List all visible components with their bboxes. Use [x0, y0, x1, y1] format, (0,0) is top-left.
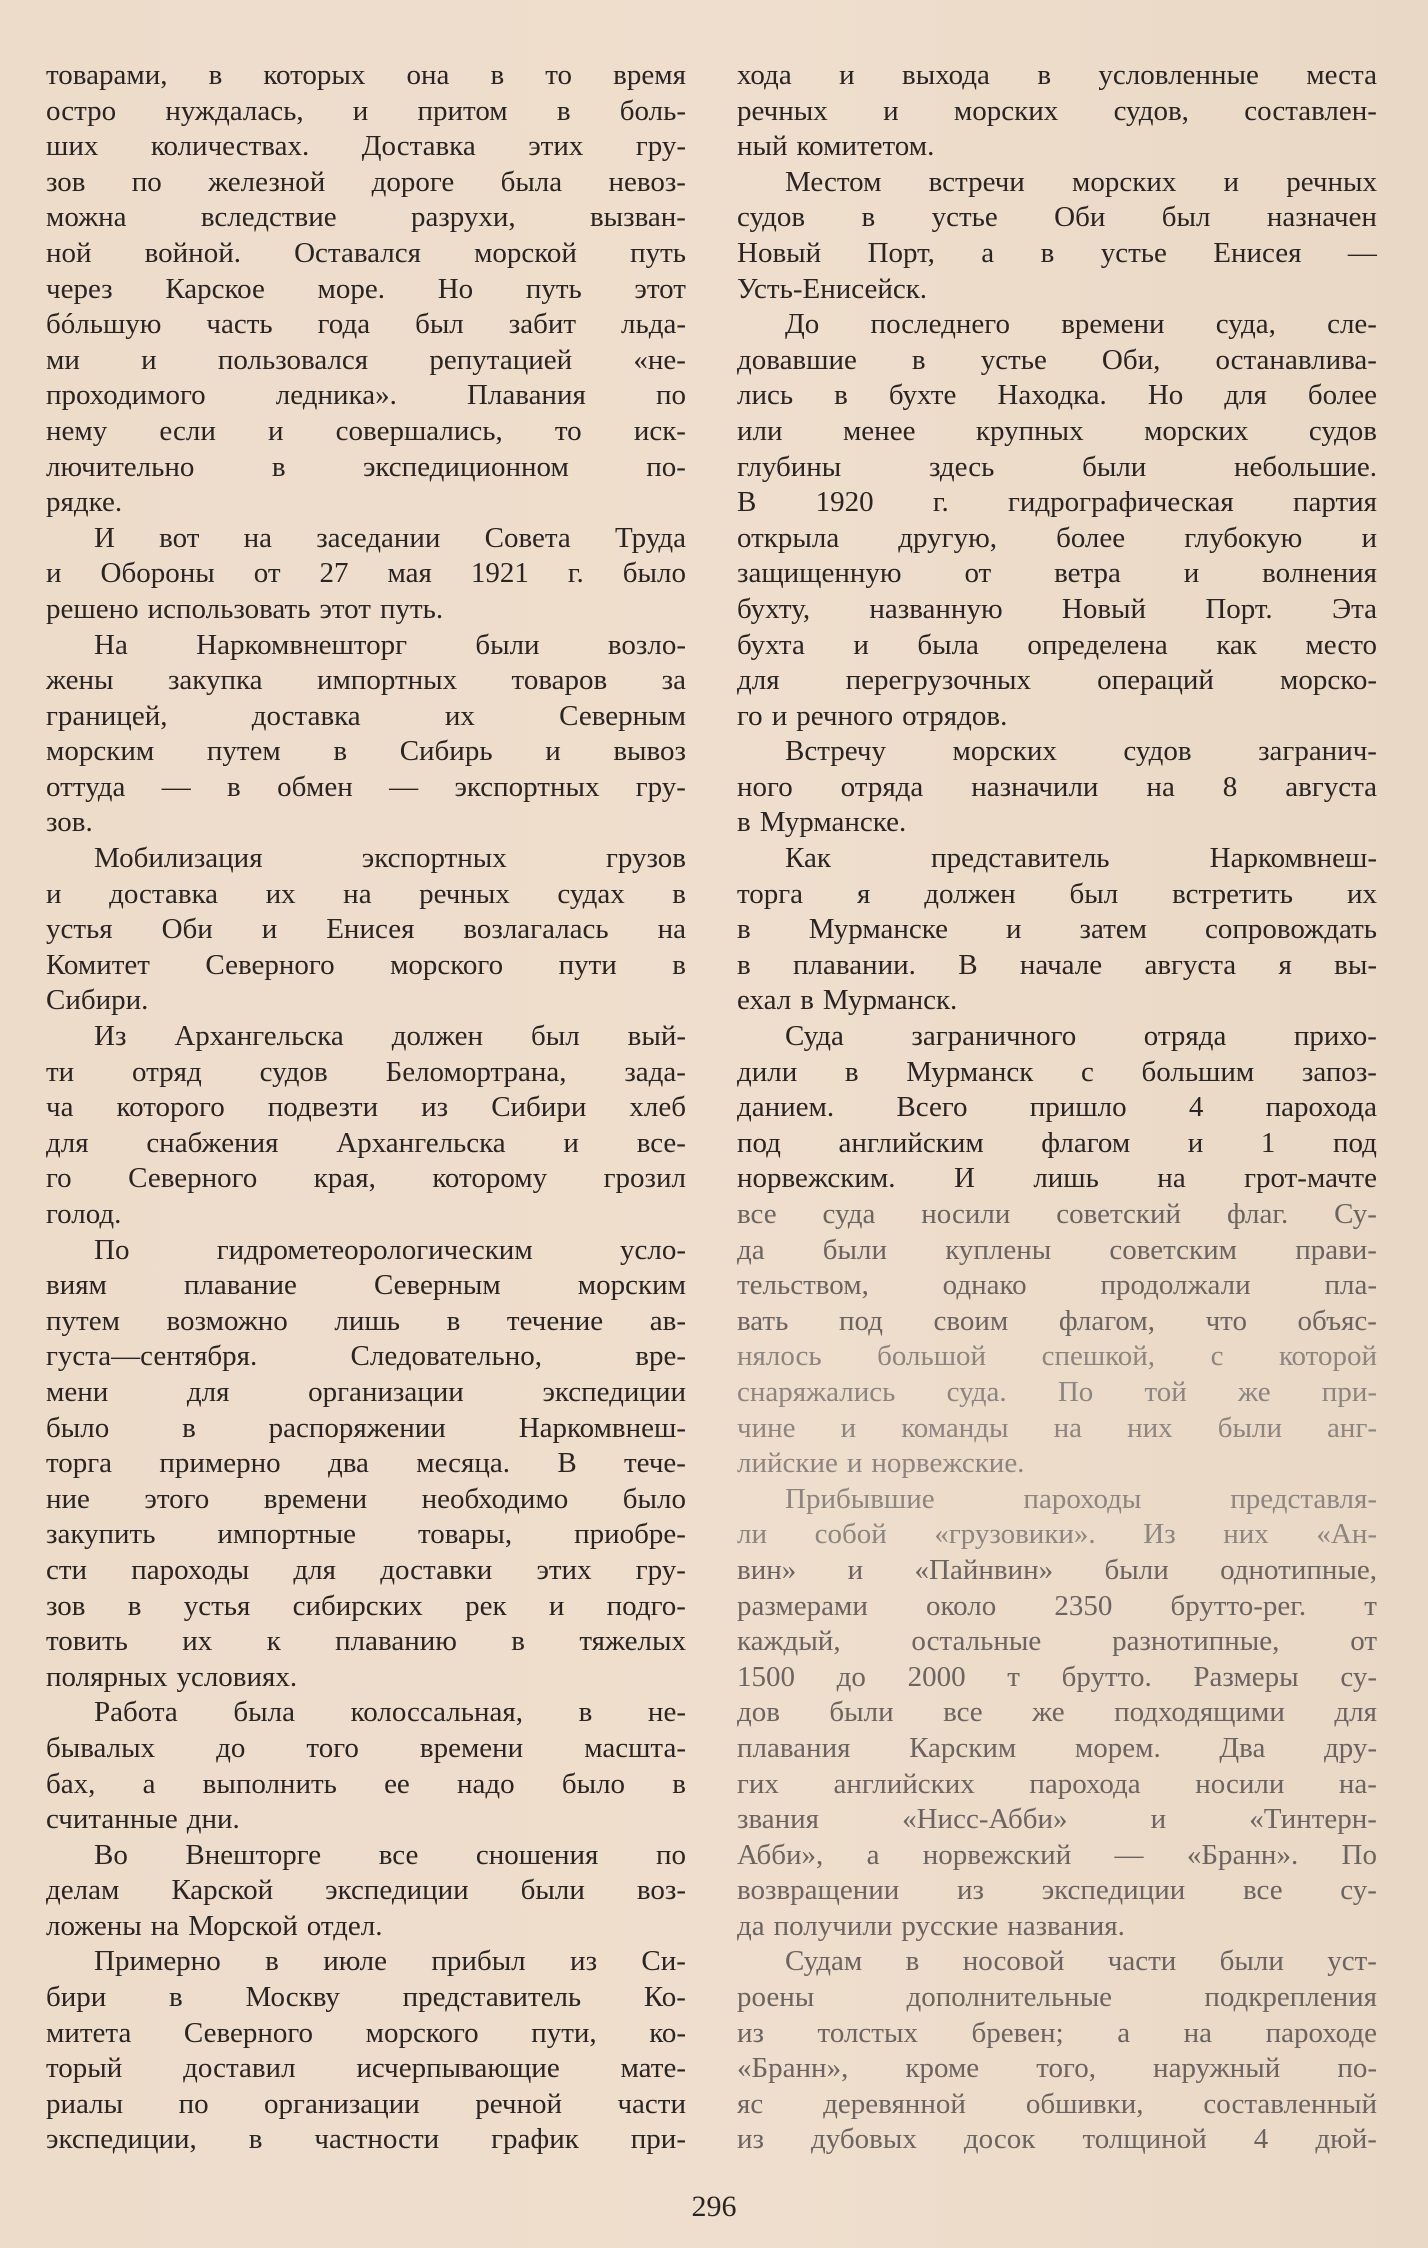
text-line: оттуда — в обмен — экспортных гру-: [46, 770, 686, 803]
text-line: путем возможно лишь в течение ав-: [46, 1304, 686, 1337]
text-line: жены закупка импортных товаров за: [46, 664, 686, 697]
text-line: полярных условиях.: [46, 1660, 298, 1693]
text-line: Суда заграничного отряда прихо-: [785, 1020, 1377, 1053]
text-line: Работа была колоссальная, в не-: [94, 1696, 686, 1729]
text-line: нему если и совершались, то иск-: [46, 414, 686, 447]
text-line: морским путем в Сибирь и вывоз: [46, 735, 686, 768]
text-line: В 1920 г. гидрографическая партия: [737, 486, 1377, 519]
left-text-column: [46, 58, 686, 2158]
text-line: бóльшую часть года был забит льда-: [46, 308, 686, 341]
text-line: из дубовых досок толщиной 4 дюй-: [737, 2123, 1377, 2156]
text-line: ших количествах. Доставка этих гру-: [46, 130, 686, 163]
text-line: бухта и была определена как место: [737, 628, 1377, 661]
text-line: вать под своим флагом, что объяс-: [737, 1304, 1377, 1337]
text-line: речных и морских судов, составлен-: [737, 94, 1377, 127]
text-line: в Мурманске.: [737, 806, 907, 839]
text-line: лись в бухте Находка. Но для более: [737, 379, 1377, 412]
text-line: ного отряда назначили на 8 августа: [737, 770, 1377, 803]
text-line: границей, доставка их Северным: [46, 699, 686, 732]
text-line: защищенную от ветра и волнения: [737, 557, 1377, 590]
text-line: ной войной. Оставался морской путь: [46, 236, 686, 269]
text-line: остро нуждалась, и притом в боль-: [46, 94, 686, 127]
text-line: все суда носили советский флаг. Су-: [737, 1198, 1377, 1230]
text-line: проходимого ледника». Плавания по: [46, 379, 686, 412]
text-line: Комитет Северного морского пути в: [46, 948, 686, 981]
text-line: рядке.: [46, 486, 123, 519]
text-line: яс деревянной обшивки, составленный: [737, 2087, 1377, 2120]
text-line: решено использовать этот путь.: [46, 592, 444, 625]
text-line: тельством, однако продолжали пла-: [737, 1269, 1377, 1302]
text-line: бухту, названную Новый Порт. Эта: [737, 592, 1377, 625]
text-line: ние этого времени необходимо было: [46, 1482, 686, 1515]
text-line: Прибывшие пароходы представля-: [785, 1482, 1377, 1515]
text-line: ти отряд судов Беломортрана, зада-: [46, 1055, 686, 1088]
text-line: и Обороны от 27 мая 1921 г. было: [46, 557, 686, 590]
text-line: в Мурманске и затем сопровождать: [737, 913, 1377, 946]
text-line: Судам в носовой части были уст-: [785, 1945, 1377, 1978]
text-line: для снабжения Архангельска и все-: [46, 1126, 686, 1159]
page-number: 296: [691, 2190, 737, 2223]
text-line: Новый Порт, а в устье Енисея —: [737, 236, 1377, 269]
text-line: голод.: [46, 1198, 122, 1230]
text-line: из толстых бревен; а на пароходе: [737, 2016, 1377, 2049]
text-line: Во Внешторге все сношения по: [94, 1838, 686, 1871]
text-line: риалы по организации речной части: [46, 2087, 686, 2120]
text-line: да получили русские названия.: [737, 1909, 1125, 1942]
text-line: Из Архангельска должен был вый-: [94, 1020, 686, 1053]
text-line: товарами, в которых она в то время: [46, 59, 686, 91]
text-line: До последнего времени суда, сле-: [785, 308, 1377, 341]
text-line: Примерно в июле прибыл из Си-: [94, 1945, 686, 1978]
text-line: виям плавание Северным морским: [46, 1269, 686, 1302]
text-line: для перегрузочных операций морско-: [737, 664, 1377, 697]
text-line: На Наркомвнешторг были возло-: [94, 628, 686, 661]
text-line: го Северного края, которому грозил: [46, 1162, 686, 1195]
text-line: митета Северного морского пути, ко-: [46, 2016, 686, 2049]
text-line: «Бранн», кроме того, наружный по-: [737, 2052, 1377, 2085]
text-line: И вот на заседании Совета Труда: [94, 521, 686, 554]
text-line: лийские и норвежские.: [737, 1447, 1025, 1480]
text-line: Усть-Енисейск.: [737, 272, 928, 305]
text-line: под английским флагом и 1 под: [737, 1126, 1377, 1159]
text-line: Как представитель Наркомвнеш-: [785, 842, 1377, 875]
text-line: товить их к плаванию в тяжелых: [46, 1625, 686, 1658]
text-line: зов.: [46, 806, 93, 839]
text-line: норвежским. И лишь на грот-мачте: [737, 1162, 1377, 1195]
text-line: 1500 до 2000 т брутто. Размеры су-: [737, 1660, 1377, 1693]
text-line: торый доставил исчерпывающие мате-: [46, 2052, 686, 2085]
text-line: Мобилизация экспортных грузов: [94, 842, 686, 875]
text-line: лючительно в экспедиционном по-: [46, 450, 686, 483]
text-line: довавшие в устье Оби, останавлива-: [737, 343, 1377, 376]
text-line: торга примерно два месяца. В тече-: [46, 1447, 686, 1480]
text-line: ный комитетом.: [737, 130, 935, 163]
text-line: ложены на Морской отдел.: [46, 1909, 383, 1942]
text-line: открыла другую, более глубокую и: [737, 521, 1377, 554]
text-line: бывалых до того времени масшта-: [46, 1731, 686, 1764]
text-line: дов были все же подходящими для: [737, 1696, 1377, 1729]
text-line: можна вследствие разрухи, вызван-: [46, 201, 686, 234]
text-line: глубины здесь были небольшие.: [737, 450, 1377, 483]
text-line: торга я должен был встретить их: [737, 877, 1377, 910]
right-text-column: [737, 58, 1377, 2158]
text-line: экспедиции, в частности график при-: [46, 2123, 686, 2156]
text-line: и доставка их на речных судах в: [46, 877, 686, 910]
text-line: считанные дни.: [46, 1803, 240, 1836]
text-line: вин» и «Пайнвин» были однотипные,: [737, 1553, 1377, 1586]
text-line: чине и команды на них были анг-: [737, 1411, 1377, 1444]
text-line: в плавании. В начале августа я вы-: [737, 948, 1377, 981]
text-line: возвращении из экспедиции все су-: [737, 1874, 1377, 1907]
text-line: да были куплены советским прави-: [737, 1233, 1377, 1266]
text-line: каждый, остальные разнотипные, от: [737, 1625, 1377, 1658]
text-line: По гидрометеорологическим усло-: [94, 1233, 686, 1266]
text-line: судов в устье Оби был назначен: [737, 201, 1377, 234]
text-line: роены дополнительные подкрепления: [737, 1981, 1377, 2014]
text-line: Местом встречи морских и речных: [785, 165, 1377, 198]
text-line: дили в Мурманск с большим запоз-: [737, 1055, 1377, 1088]
text-line: плавания Карским морем. Два дру-: [737, 1731, 1377, 1764]
text-line: хода и выхода в условленные места: [737, 59, 1377, 91]
text-line: ехал в Мурманск.: [737, 984, 958, 1017]
text-line: или менее крупных морских судов: [737, 414, 1377, 447]
text-line: данием. Всего пришло 4 парохода: [737, 1091, 1377, 1124]
text-line: густа—сентября. Следовательно, вре-: [46, 1340, 686, 1373]
text-line: Сибири.: [46, 984, 149, 1017]
text-line: снаряжались суда. По той же при-: [737, 1375, 1377, 1408]
text-line: сти пароходы для доставки этих гру-: [46, 1553, 686, 1586]
text-line: делам Карской экспедиции были воз-: [46, 1874, 686, 1907]
text-line: зов в устья сибирских рек и подго-: [46, 1589, 686, 1622]
text-line: было в распоряжении Наркомвнеш-: [46, 1411, 686, 1444]
text-line: через Карское море. Но путь этот: [46, 272, 686, 305]
text-line: го и речного отрядов.: [737, 699, 1008, 732]
text-line: бах, а выполнить ее надо было в: [46, 1767, 686, 1800]
text-line: Абби», а норвежский — «Бранн». По: [737, 1838, 1377, 1871]
text-line: ми и пользовался репутацией «не-: [46, 343, 686, 376]
text-line: мени для организации экспедиции: [46, 1375, 686, 1408]
text-line: закупить импортные товары, приобре-: [46, 1518, 686, 1551]
text-line: бири в Москву представитель Ко-: [46, 1981, 686, 2014]
text-line: ли собой «грузовики». Из них «Ан-: [737, 1518, 1377, 1551]
text-line: размерами около 2350 брутто-рег. т: [737, 1589, 1377, 1622]
text-line: гих английских парохода носили на-: [737, 1767, 1377, 1800]
text-line: зов по железной дороге была невоз-: [46, 165, 686, 198]
text-line: звания «Нисс-Абби» и «Тинтерн-: [737, 1803, 1377, 1836]
text-line: Встречу морских судов загранич-: [785, 735, 1377, 768]
text-line: устья Оби и Енисея возлагалась на: [46, 913, 686, 946]
text-line: ча которого подвезти из Сибири хлеб: [46, 1091, 686, 1124]
text-line: нялось большой спешкой, с которой: [737, 1340, 1377, 1373]
